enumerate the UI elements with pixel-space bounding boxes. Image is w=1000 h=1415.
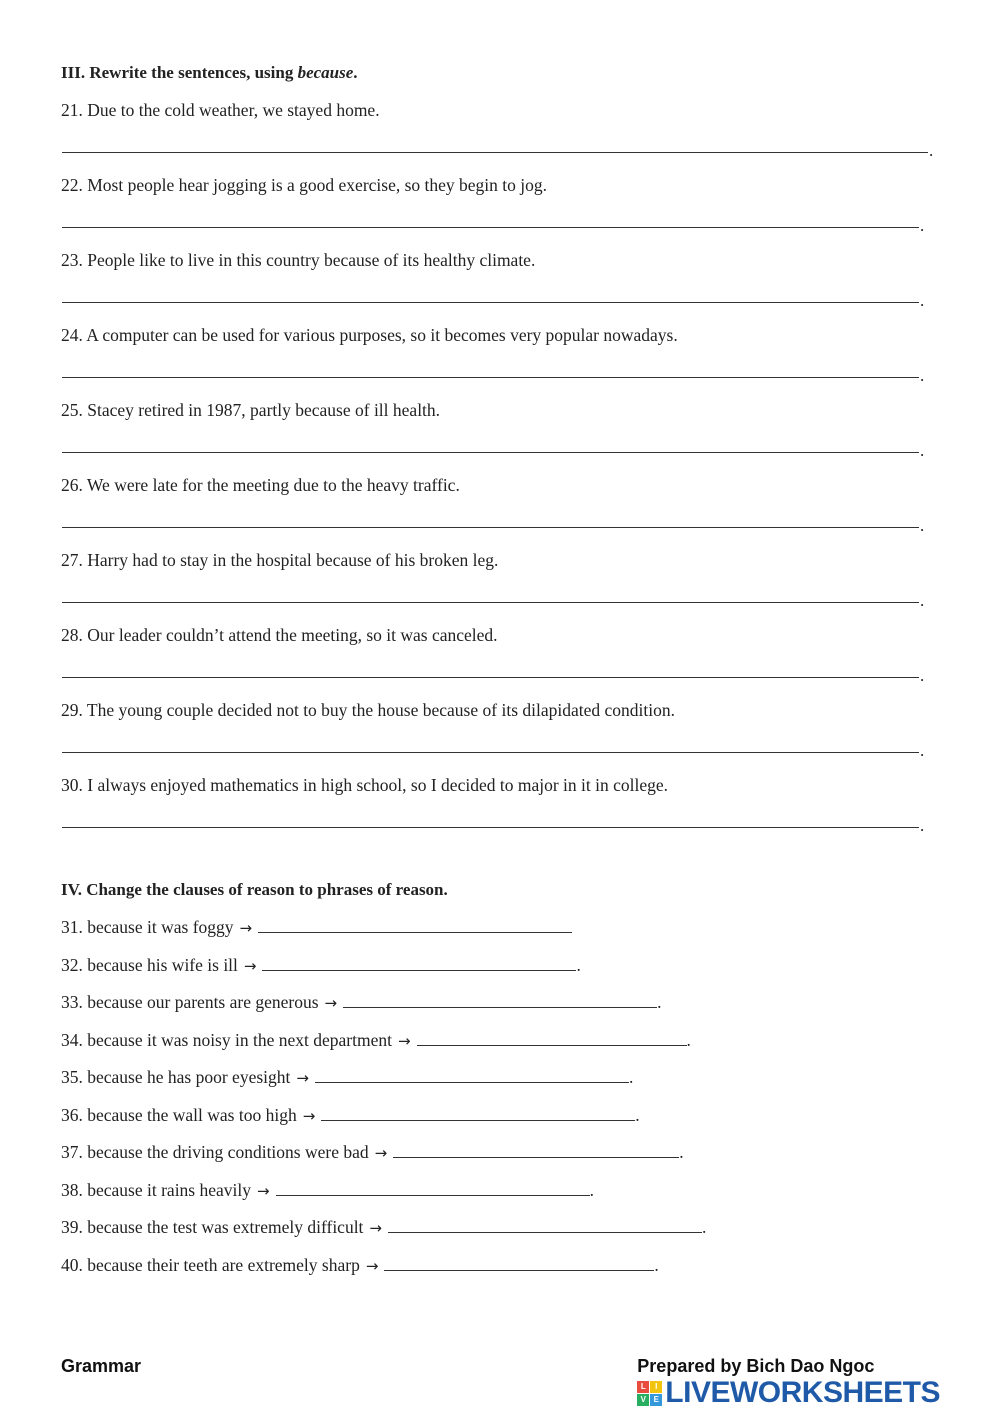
answer-line-23[interactable] xyxy=(62,302,919,303)
item-text: 40. because their teeth are extremely sharp xyxy=(61,1254,360,1275)
answer-blank[interactable] xyxy=(384,1256,654,1271)
answer-line-25[interactable] xyxy=(62,452,919,453)
arrow-right-icon: → xyxy=(397,1031,411,1050)
item-39 xyxy=(61,1217,706,1238)
answer-line-29[interactable] xyxy=(62,752,919,753)
item-34 xyxy=(61,1030,691,1051)
item-text: 34. because it was noisy in the next department xyxy=(61,1029,392,1050)
line-end-period: . xyxy=(920,666,925,685)
liveworksheets-logo-icon xyxy=(637,1381,662,1406)
arrow-right-icon: → xyxy=(365,1256,379,1275)
arrow-right-icon: → xyxy=(243,956,257,975)
item-text: 32. because his wife is ill xyxy=(61,954,238,975)
logo-letter: V xyxy=(637,1394,649,1406)
logo-letter: I xyxy=(650,1381,662,1393)
question-26: 26. We were late for the meeting due to the heavy traffic. xyxy=(61,475,460,495)
answer-blank[interactable] xyxy=(262,956,576,971)
arrow-right-icon: → xyxy=(296,1069,309,1087)
answer-blank[interactable] xyxy=(321,1106,635,1121)
item-38 xyxy=(61,1180,594,1201)
item-text: 33. because our parents are generous xyxy=(61,992,319,1012)
question-23: 23. People like to live in this country because of its healthy climate. xyxy=(61,250,536,270)
question-21: 21. Due to the cold weather, we stayed home. xyxy=(61,100,380,120)
line-end-period: . xyxy=(920,291,925,310)
item-text: 36. because the wall was too high xyxy=(61,1104,297,1125)
section-3-keyword: because xyxy=(297,63,354,82)
line-end-period: . xyxy=(920,516,925,535)
line-end-period: . xyxy=(920,591,925,610)
answer-blank[interactable] xyxy=(258,918,572,933)
footer-subject: Grammar xyxy=(61,1356,142,1376)
logo-letter: E xyxy=(650,1394,662,1406)
arrow-right-icon: → xyxy=(302,1106,316,1125)
line-end-period: . xyxy=(920,741,925,760)
answer-line-30[interactable] xyxy=(62,827,919,828)
line-end-period: . xyxy=(654,1254,659,1275)
item-32 xyxy=(61,955,581,976)
answer-blank[interactable] xyxy=(393,1143,679,1158)
question-28: 28. Our leader couldn’t attend the meeting, so it was canceled. xyxy=(61,625,498,645)
item-35 xyxy=(61,1067,633,1088)
line-end-period: . xyxy=(929,141,934,160)
answer-blank[interactable] xyxy=(343,993,657,1008)
footer-credit xyxy=(637,1356,940,1408)
footer-prepared-by: Prepared by Bich Dao Ngoc xyxy=(637,1356,875,1376)
liveworksheets-wordmark: LIVEWORKSHEETS xyxy=(665,1376,940,1409)
line-end-period: . xyxy=(920,216,925,235)
line-end-period: . xyxy=(628,1067,634,1087)
line-end-period: . xyxy=(576,954,581,975)
item-36 xyxy=(61,1105,640,1126)
question-27: 27. Harry had to stay in the hospital because of his broken leg. xyxy=(61,550,499,570)
answer-line-24[interactable] xyxy=(62,377,919,378)
answer-blank[interactable] xyxy=(315,1068,629,1083)
item-text: 31. because it was foggy xyxy=(61,917,234,937)
arrow-right-icon: → xyxy=(324,994,338,1012)
answer-blank[interactable] xyxy=(388,1218,702,1233)
line-end-period: . xyxy=(589,1179,594,1200)
line-end-period: . xyxy=(920,816,925,835)
item-31 xyxy=(61,917,572,938)
item-text: 38. because it rains heavily xyxy=(61,1179,252,1200)
question-25: 25. Stacey retired in 1987, partly because of ill health. xyxy=(61,400,441,420)
answer-blank[interactable] xyxy=(417,1031,687,1046)
question-30: 30. I always enjoyed mathematics in high school, so I decided to major in it in college. xyxy=(61,775,669,795)
item-text: 35. because he has poor eyesight xyxy=(61,1067,291,1087)
answer-line-26[interactable] xyxy=(62,527,919,528)
answer-line-27[interactable] xyxy=(62,602,919,603)
item-text: 37. because the driving conditions were bad xyxy=(61,1142,369,1162)
section-3-title: III. Rewrite the sentences, using because. xyxy=(61,63,358,82)
line-end-period: . xyxy=(920,441,925,460)
section-4-title: IV. Change the clauses of reason to phrases of reason. xyxy=(61,880,448,899)
line-end-period: . xyxy=(702,1217,707,1237)
arrow-right-icon: → xyxy=(369,1219,382,1237)
question-29: 29. The young couple decided not to buy the house because of its dilapidated condition. xyxy=(61,700,675,720)
arrow-right-icon: → xyxy=(374,1144,388,1162)
question-24: 24. A computer can be used for various purposes, so it becomes very popular nowadays. xyxy=(61,325,678,345)
line-end-period: . xyxy=(657,992,662,1012)
answer-blank[interactable] xyxy=(276,1181,590,1196)
line-end-period: . xyxy=(635,1104,640,1125)
logo-letter: L xyxy=(637,1381,649,1393)
line-end-period: . xyxy=(679,1142,684,1162)
answer-line-22[interactable] xyxy=(62,227,919,228)
item-37 xyxy=(61,1142,684,1163)
arrow-right-icon: → xyxy=(257,1181,270,1200)
answer-line-28[interactable] xyxy=(62,677,919,678)
item-40 xyxy=(61,1255,659,1276)
line-end-period: . xyxy=(920,366,925,385)
answer-line-21[interactable] xyxy=(62,152,928,153)
item-33 xyxy=(61,992,661,1013)
arrow-right-icon: → xyxy=(239,919,253,937)
liveworksheets-brand xyxy=(637,1378,940,1408)
line-end-period: . xyxy=(686,1029,691,1050)
item-text: 39. because the test was extremely difficult xyxy=(61,1217,364,1237)
question-22: 22. Most people hear jogging is a good exercise, so they begin to jog. xyxy=(61,175,548,195)
